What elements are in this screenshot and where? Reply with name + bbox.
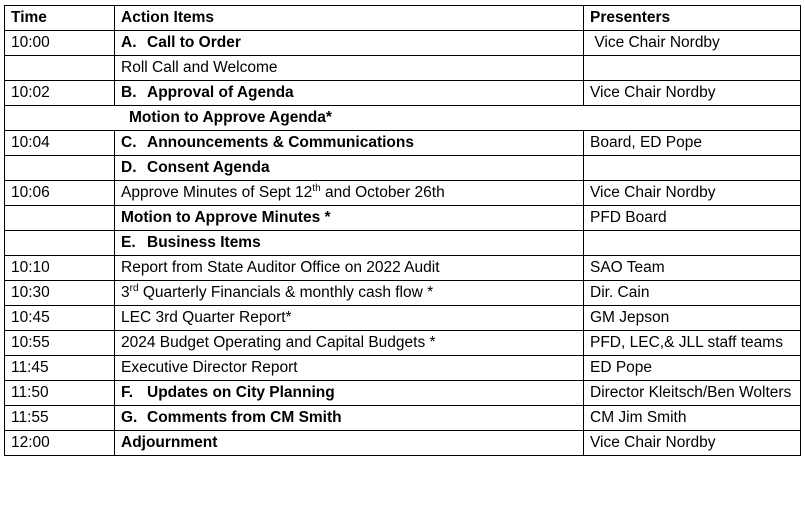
time-cell — [5, 56, 115, 81]
action-text: Updates on City Planning — [147, 384, 335, 401]
section-letter: B. — [121, 84, 137, 101]
presenter-cell: Dir. Cain — [584, 281, 801, 306]
time-cell — [5, 231, 115, 256]
action-cell: Adjournment — [115, 431, 584, 456]
presenter-cell: Board, ED Pope — [584, 131, 801, 156]
presenter-cell: CM Jim Smith — [584, 406, 801, 431]
table-row — [5, 106, 801, 131]
action-cell — [115, 181, 584, 206]
table-row — [5, 431, 801, 456]
presenter-text: Vice Chair Nordby — [594, 34, 720, 51]
section-heading — [115, 156, 584, 181]
action-text-cont: and October 26th — [320, 184, 445, 201]
header-row — [5, 6, 801, 31]
time-cell: 10:04 — [5, 131, 115, 156]
time-cell: 10:45 — [5, 306, 115, 331]
time-cell: 11:50 — [5, 381, 115, 406]
presenter-cell: ED Pope — [584, 356, 801, 381]
section-letter: E. — [121, 234, 136, 251]
section-heading — [115, 406, 584, 431]
table-row — [5, 81, 801, 106]
table-row — [5, 406, 801, 431]
ordinal-suffix: th — [312, 182, 321, 194]
action-cell: Roll Call and Welcome — [115, 56, 584, 81]
presenter-cell — [584, 31, 801, 56]
motion-cell: Motion to Approve Minutes * — [115, 206, 584, 231]
section-heading — [115, 131, 584, 156]
table-row — [5, 281, 801, 306]
presenter-cell: SAO Team — [584, 256, 801, 281]
action-text-cont: Quarterly Financials & monthly cash flow * — [138, 284, 434, 301]
section-letter: D. — [121, 159, 137, 176]
table-row — [5, 56, 801, 81]
table-row — [5, 131, 801, 156]
motion-cell — [5, 106, 801, 131]
table-row — [5, 256, 801, 281]
table-row — [5, 381, 801, 406]
presenter-cell: Director Kleitsch/Ben Wolters — [584, 381, 801, 406]
table-row — [5, 156, 801, 181]
header-presenters: Presenters — [584, 6, 801, 31]
action-text: Consent Agenda — [147, 159, 270, 176]
table-row — [5, 231, 801, 256]
table-row — [5, 356, 801, 381]
action-text: Approve Minutes of Sept 12 — [121, 184, 313, 201]
section-heading — [115, 231, 584, 256]
motion-text: Motion to Approve Agenda* — [129, 109, 332, 126]
presenter-cell — [584, 56, 801, 81]
action-text: Business Items — [147, 234, 261, 251]
action-cell: Report from State Auditor Office on 2022 Audit — [115, 256, 584, 281]
action-text: 3 — [121, 284, 130, 301]
header-action-items: Action Items — [115, 6, 584, 31]
action-cell: 2024 Budget Operating and Capital Budgets * — [115, 331, 584, 356]
action-text: Call to Order — [147, 34, 241, 51]
ordinal-suffix: rd — [129, 282, 139, 294]
action-text: Approval of Agenda — [147, 84, 294, 101]
table-row — [5, 331, 801, 356]
section-heading — [115, 81, 584, 106]
section-letter: C. — [121, 134, 137, 151]
section-letter: F. — [121, 384, 134, 401]
presenter-cell — [584, 231, 801, 256]
action-text: Announcements & Communications — [147, 134, 414, 151]
presenter-cell: PFD, LEC,& JLL staff teams — [584, 331, 801, 356]
section-heading — [115, 381, 584, 406]
time-cell: 10:30 — [5, 281, 115, 306]
time-cell: 10:55 — [5, 331, 115, 356]
action-cell: LEC 3rd Quarter Report* — [115, 306, 584, 331]
presenter-cell: Vice Chair Nordby — [584, 181, 801, 206]
table-row — [5, 206, 801, 231]
table-row — [5, 306, 801, 331]
time-cell — [5, 156, 115, 181]
presenter-cell: Vice Chair Nordby — [584, 431, 801, 456]
agenda-table — [4, 5, 801, 456]
presenter-cell: Vice Chair Nordby — [584, 81, 801, 106]
time-cell: 12:00 — [5, 431, 115, 456]
action-cell: Executive Director Report — [115, 356, 584, 381]
section-letter: A. — [121, 34, 137, 51]
table-row — [5, 31, 801, 56]
time-cell: 11:45 — [5, 356, 115, 381]
time-cell: 10:06 — [5, 181, 115, 206]
section-heading — [115, 31, 584, 56]
time-cell: 10:10 — [5, 256, 115, 281]
section-letter: G. — [121, 409, 138, 426]
time-cell: 10:00 — [5, 31, 115, 56]
table-row — [5, 181, 801, 206]
action-text: Comments from CM Smith — [147, 409, 342, 426]
time-cell: 11:55 — [5, 406, 115, 431]
presenter-cell — [584, 156, 801, 181]
presenter-cell: GM Jepson — [584, 306, 801, 331]
time-cell — [5, 206, 115, 231]
header-time: Time — [5, 6, 115, 31]
time-cell: 10:02 — [5, 81, 115, 106]
action-cell — [115, 281, 584, 306]
presenter-cell: PFD Board — [584, 206, 801, 231]
